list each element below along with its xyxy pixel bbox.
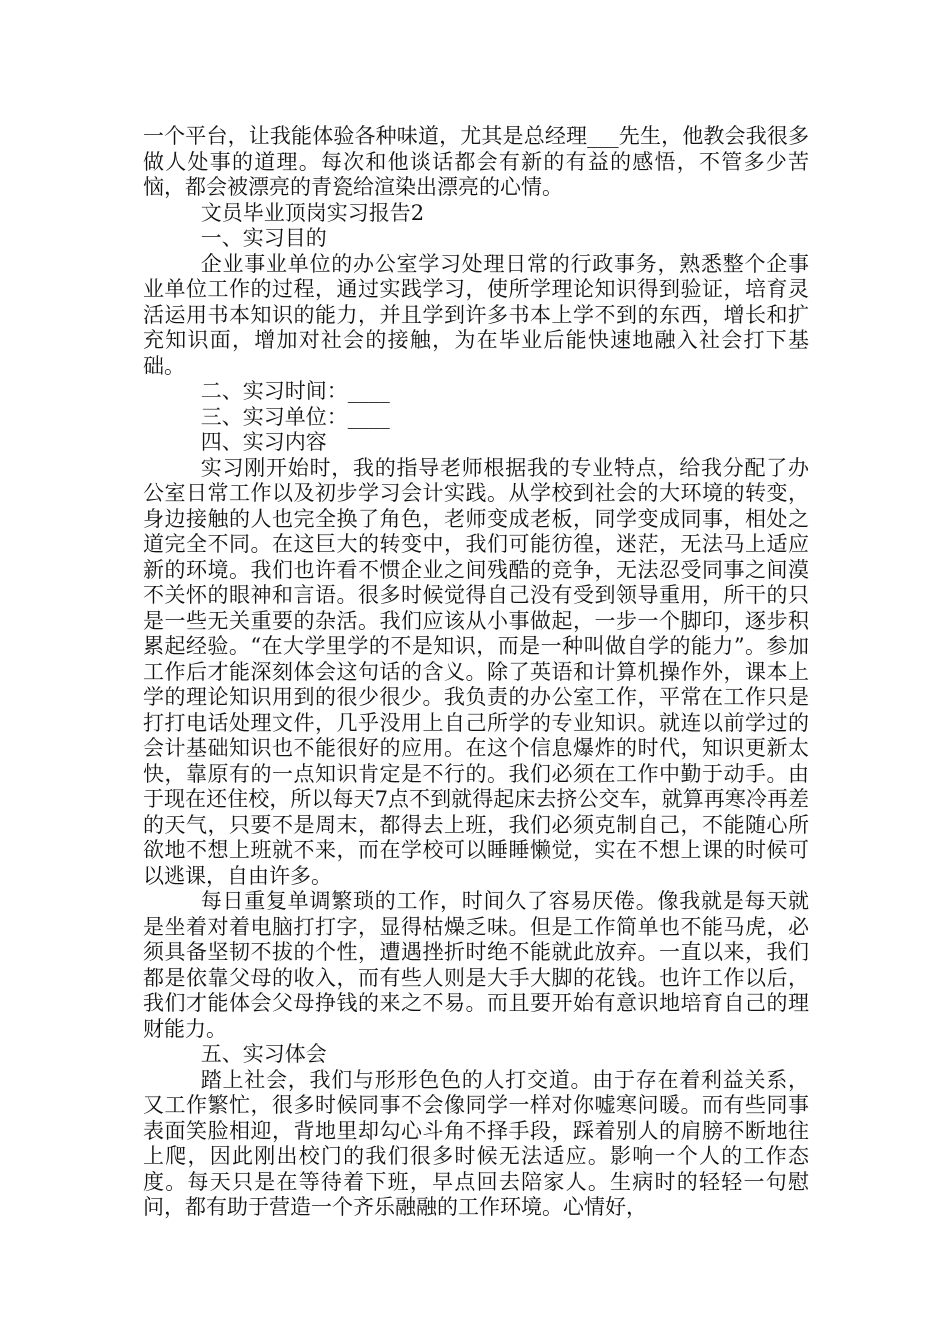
- section-heading-purpose: 一、实习目的: [200, 226, 327, 250]
- paragraph-purpose: 企业事业单位的办公室学习处理日常的行政事务，熟悉整个企事业单位工作的过程，通过实践学习，使所学理论知识得到验证，培育灵活运用书本知识的能力，并且学到许多书本上学不到的东西，增长和扩充知识面，增加对社会的接触，为在毕业后能快速地融入社会打下基础。: [143, 251, 809, 378]
- section-heading-content: 四、实习内容: [200, 430, 327, 454]
- document-page: [143, 124, 809, 1221]
- section-heading-experience: 五、实习体会: [200, 1042, 327, 1066]
- paragraph-continuation: 一个平台，让我能体验各种味道，尤其是总经理___先生，他教会我很多做人处事的道理。每次和他谈话都会有新的有益的感悟，不管多少苦恼，都会被漂亮的青瓷给渲染出漂亮的心情。: [143, 124, 809, 199]
- paragraph-experience: 踏上社会，我们与形形色色的人打交道。由于存在着利益关系，又工作繁忙，很多时候同事不会像同学一样对你嘘寒问暖。而有些同事表面笑脸相迎，背地里却勾心斗角不择手段，踩着别人的肩膀不断地往上爬，因此刚出校门的我们很多时候无法适应。影响一个人的工作态度。每天只是在等待着下班，早点回去陪家人。生病时的轻轻一句慰问，都有助于营造一个齐乐融融的工作环境。心情好，: [143, 1067, 809, 1219]
- section-heading-time: 二、实习时间：____: [200, 379, 390, 403]
- section-heading-unit: 三、实习单位：____: [200, 404, 390, 429]
- paragraph-content-1: 实习刚开始时，我的指导老师根据我的专业特点，给我分配了办公室日常工作以及初步学习会计实践。从学校到社会的大环境的转变，身边接触的人也完全换了角色，老师变成老板，同学变成同事，相处之道完全不同。在这巨大的转变中，我们可能彷徨，迷茫，无法马上适应新的环境。我们也许看不惯企业之间残酷的竞争，无法忍受同事之间漠不关怀的眼神和言语。很多时候觉得自己没有受到领导重用，所干的只是一些无关重要的杂活。我们应该从小事做起，一步一个脚印，逐步积累起经验。“在大学里学的不是知识，而是一种叫做自学的能力”。参加工作后才能深刻体会这句话的含义。除了英语和计算机操作外，课本上学的理论知识用到的很少很少。我负责的办公室工作，平常在工作只是打打电话处理文件，几乎没用上自己所学的专业知识。就连以前学过的会计基础知识也不能很好的应用。在这个信息爆炸的时代，知识更新太快，靠原有的一点知识肯定是不行的。我们必须在工作中勤于动手。由于现在还住校，所以每天7点不到就得起床去挤公交车，就算再寒冷再差的天气，只要不是周末，都得去上班，我们必须克制自己，不能随心所欲地不想上班就不来，而在学校可以睡睡懒觉，实在不想上课的时候可以逃课，自由许多。: [143, 455, 809, 888]
- report-title: 文员毕业顶岗实习报告2: [200, 200, 425, 225]
- paragraph-content-2: 每日重复单调繁琐的工作，时间久了容易厌倦。像我就是每天就是坐着对着电脑打打字，显得枯燥乏味。但是工作简单也不能马虎，必须具备坚韧不拔的个性，遭遇挫折时绝不能就此放弃。一直以来，我们都是依靠父母的收入，而有些人则是大手大脚的花钱。也许工作以后，我们才能体会父母挣钱的来之不易。而且要开始有意识地培育自己的理财能力。: [143, 889, 809, 1041]
